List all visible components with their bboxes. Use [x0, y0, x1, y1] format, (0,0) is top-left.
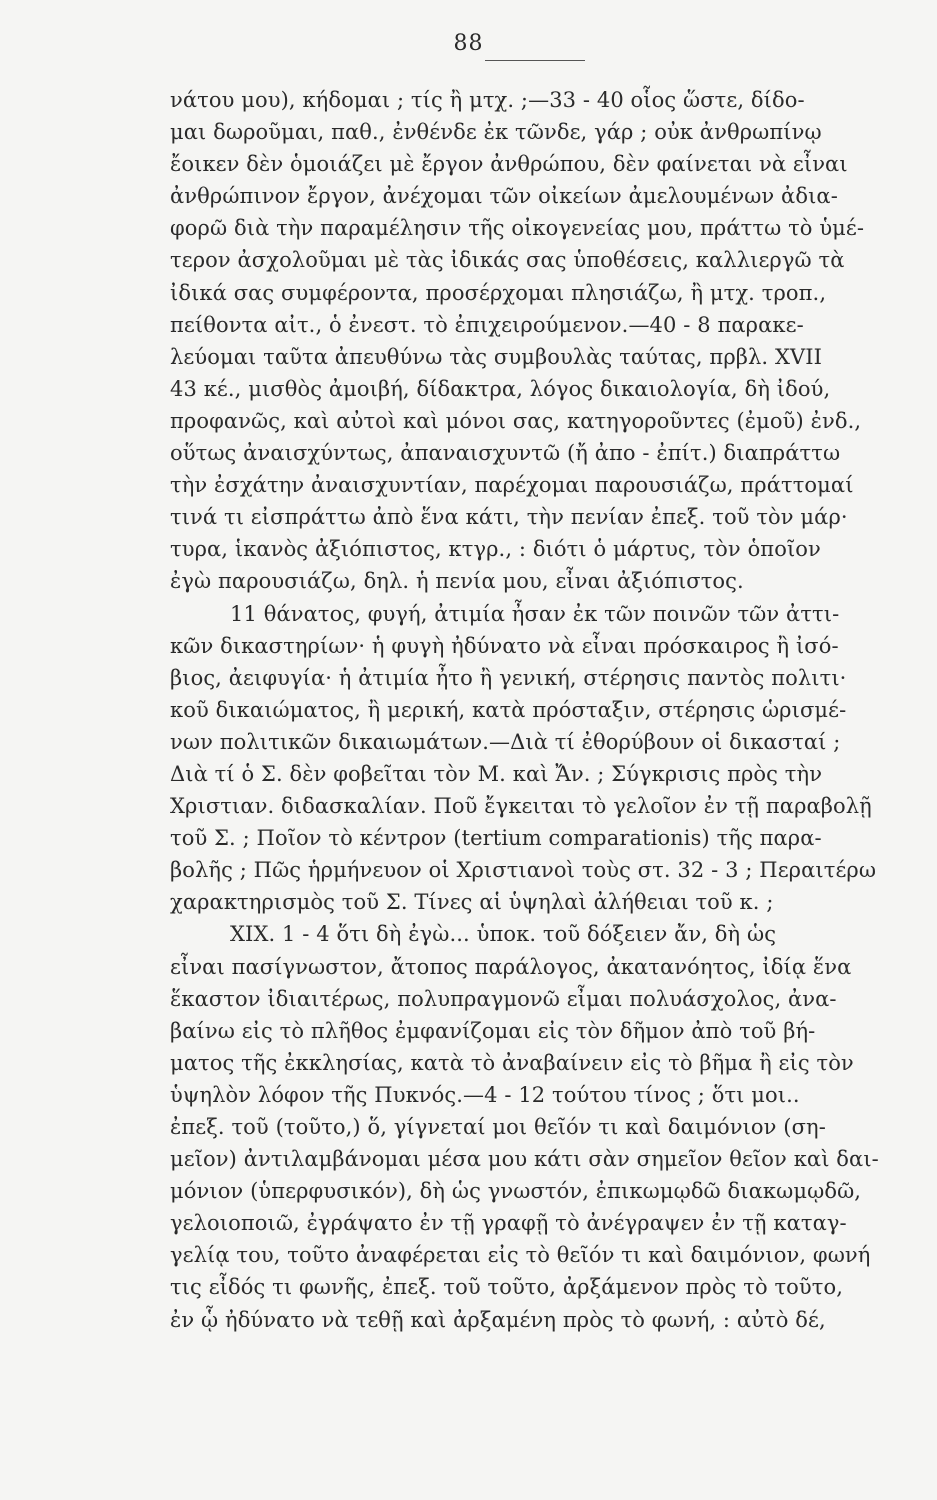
text-line: γελίᾳ του, τοῦτο ἀναφέρεται εἰς τὸ θεῖόν τι καὶ δαιμόνιον, φωνή [170, 1243, 871, 1268]
text-line: ἐγὼ παρουσιάζω, δηλ. ἡ πενία μου, εἶναι ἀξιόπιστος. [170, 569, 744, 594]
text-line: ἐν ᾧ ἠδύνατο νὰ τεθῇ καὶ ἀρξαμένη πρὸς τὸ φωνή, : αὐτὸ δέ, [170, 1307, 826, 1332]
text-line: φορῶ διὰ τὴν παραμέλησιν τῆς οἰκογενείας μου, πράττω τὸ ὑμέ- [170, 216, 865, 241]
page-number: 88 [453, 31, 484, 56]
text-line: ὑψηλὸν λόφον τῆς Πυκνός.—4 - 12 τούτου τίνος ; ὅτι μοι.. [170, 1082, 800, 1107]
text-line: τερον ἀσχολοῦμαι μὲ τὰς ἰδικάς σας ὑποθέσεις, καλλιεργῶ τὰ [170, 248, 845, 273]
text-line: προφανῶς, καὶ αὐτοὶ καὶ μόνοι σας, κατηγοροῦντες (ἐμοῦ) ἐνδ., [170, 408, 862, 433]
page-number-rule [485, 60, 585, 61]
text-line: κοῦ δικαιώματος, ἢ μερική, κατὰ πρόσταξιν, στέρησις ὡρισμέ- [170, 697, 847, 722]
text-line: εἶναι πασίγνωστον, ἄτοπος παράλογος, ἀκατανόητος, ἰδίᾳ ἕνα [170, 954, 852, 979]
text-line: χαρακτηρισμὸς τοῦ Σ. Τίνες αἱ ὑψηλαὶ ἀλήθειαι τοῦ κ. ; [170, 890, 774, 915]
text-line: μόνιον (ὑπερφυσικόν), δὴ ὡς γνωστόν, ἐπικωμῳδῶ διακωμῳδῶ, [170, 1179, 862, 1204]
text-line: πείθοντα αἰτ., ὁ ἐνεστ. τὸ ἐπιχειρούμενον.—40 - 8 παρακε- [170, 312, 804, 337]
text-line: ἐπεξ. τοῦ (τοῦτο,) ὅ, γίγνεταί μοι θεῖόν τι καὶ δαιμόνιον (ση- [170, 1115, 826, 1139]
text-line: τοῦ Σ. ; Ποῖον τὸ κέντρον (tertium comparationis) τῆς παρα- [170, 826, 822, 851]
text-line: νάτου μου), κήδομαι ; τίς ἢ μτχ. ;—33 - 40 οἷος ὥστε, δίδο- [170, 88, 805, 112]
text-line: γελοιοποιῶ, ἐγράψατο ἐν τῇ γραφῇ τὸ ἀνέγραψεν ἐν τῇ καταγ- [170, 1211, 847, 1236]
text-line: μαι δωροῦμαι, παθ., ἐνθένδε ἐκ τῶνδε, γάρ ; οὐκ ἀνθρωπίνῳ [170, 120, 822, 145]
text-line: μεῖον) ἀντιλαμβάνομαι μέσα μου κάτι σὰν σημεῖον θεῖον καὶ δαι- [170, 1147, 879, 1172]
text-line: XIX. 1 - 4 ὅτι δὴ ἐγὼ... ὑποκ. τοῦ δόξειεν ἄν, δὴ ὡς [230, 922, 777, 947]
text-line: οὕτως ἀναισχύντως, ἀπαναισχυντῶ (ἤ ἀπο - ἐπίτ.) διαπράττω [170, 441, 841, 466]
body-text [170, 84, 900, 1336]
text-line: λεύομαι ταῦτα ἀπευθύνω τὰς συμβουλὰς ταύτας, πρβλ. XVII [170, 344, 823, 369]
text-line: ἀνθρώπινον ἔργον, ἀνέχομαι τῶν οἰκείων ἀμελουμένων ἀδια- [170, 184, 838, 209]
text-line: τινά τι εἰσπράττω ἀπὸ ἕνα κάτι, τὴν πενίαν ἐπεξ. τοῦ τὸν μάρ· [170, 505, 848, 530]
text-line: ἰδικά σας συμφέροντα, προσέρχομαι πλησιάζω, ἢ μτχ. τροπ., [170, 280, 827, 305]
text-line: νων πολιτικῶν δικαιωμάτων.—Διὰ τί ἐθορύβουν οἱ δικασταί ; [170, 729, 841, 754]
text-line: ἔοικεν δὲν ὁμοιάζει μὲ ἔργον ἀνθρώπου, δὲν φαίνεται νὰ εἶναι [170, 152, 848, 177]
text-line: Χριστιαν. διδασκαλίαν. Ποῦ ἔγκειται τὸ γελοῖον ἐν τῇ παραβολῇ [170, 794, 872, 819]
text-line: τὴν ἐσχάτην ἀναισχυντίαν, παρέχομαι παρουσιάζω, πράττομαί [170, 473, 854, 498]
text-line: ματος τῆς ἐκκλησίας, κατὰ τὸ ἀναβαίνειν εἰς τὸ βῆμα ἢ εἰς τὸν [170, 1050, 854, 1075]
text-line: βολῆς ; Πῶς ἡρμήνευον οἱ Χριστιανοὶ τοὺς στ. 32 - 3 ; Περαιτέρω [170, 858, 877, 883]
text-line: 11 θάνατος, φυγή, ἀτιμία ἦσαν ἐκ τῶν ποινῶν τῶν ἀττι- [230, 601, 840, 626]
text-line: ἕκαστον ἰδιαιτέρως, πολυπραγμονῶ εἶμαι πολυάσχολος, ἀνα- [170, 986, 837, 1011]
text-line: τις εἶδός τι φωνῆς, ἐπεξ. τοῦ τοῦτο, ἀρξάμενον πρὸς τὸ τοῦτο, [170, 1275, 844, 1300]
text-line: κῶν δικαστηρίων· ἡ φυγὴ ἠδύνατο νὰ εἶναι πρόσκαιρος ἢ ἰσό- [170, 633, 839, 658]
text-line: βαίνω εἰς τὸ πλῆθος ἐμφανίζομαι εἰς τὸν δῆμον ἀπὸ τοῦ βή- [170, 1018, 816, 1043]
text-line: τυρα, ἱκανὸς ἀξιόπιστος, κτγρ., : διότι ὁ μάρτυς, τὸν ὁποῖον [170, 537, 821, 562]
text-line: βιος, ἀειφυγία· ἡ ἀτιμία ἦτο ἢ γενική, στέρησις παντὸς πολιτι· [170, 665, 847, 690]
text-line: 43 κέ., μισθὸς ἀμοιβή, δίδακτρα, λόγος δικαιολογία, δὴ ἰδού, [170, 376, 831, 401]
text-line: Διὰ τί ὁ Σ. δὲν φοβεῖται τὸν Μ. καὶ Ἄν. ; Σύγκρισις πρὸς τὴν [170, 761, 823, 786]
